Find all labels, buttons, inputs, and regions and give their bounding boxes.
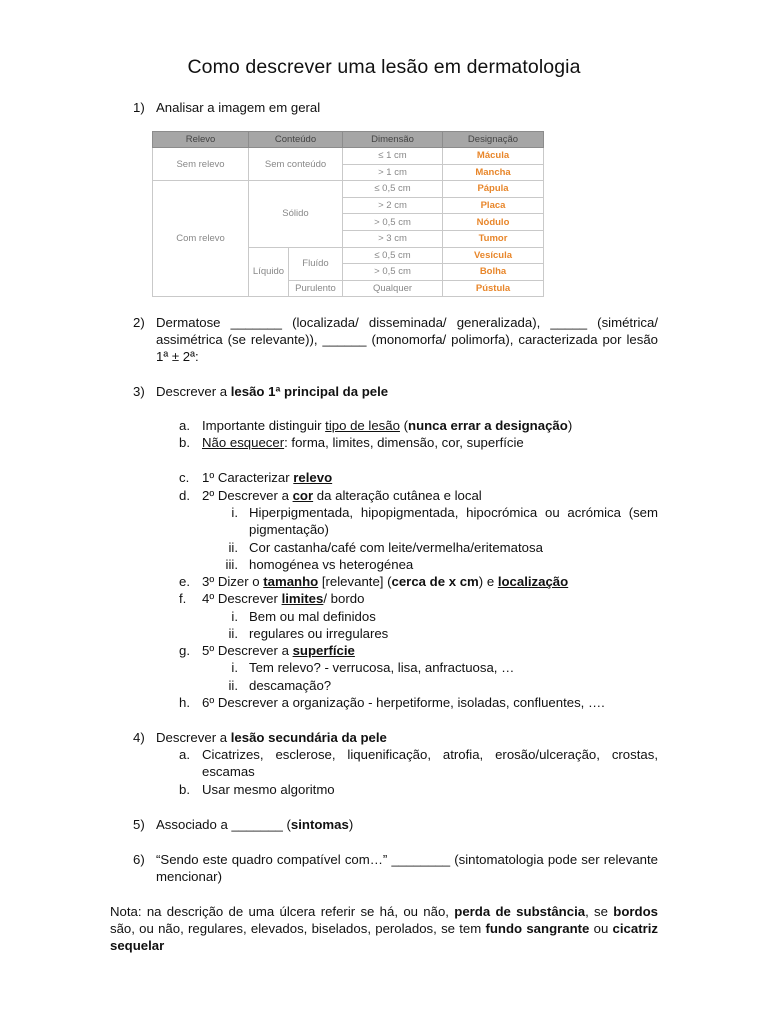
table-cell-designacao: Pústula <box>443 280 544 297</box>
footnote: Nota: na descrição de uma úlcera referir se há, ou não, perda de substância, se bordos são, ou não, regulares, elevados, biselados, perolados, se tem fundo sangrante ou cicatriz sequelar <box>110 904 658 953</box>
table-cell-dimensao: > 1 cm <box>343 164 443 181</box>
table-cell-designacao: Mancha <box>443 164 544 181</box>
table-cell-designacao: Vesícula <box>443 247 544 264</box>
subitem-number: ii. <box>228 678 238 693</box>
section-3-item-c: 1º Caracterizar relevo <box>202 470 333 485</box>
table-cell-dimensao: > 0,5 cm <box>343 264 443 281</box>
subitem-number: i. <box>231 505 238 520</box>
section-4-item-b: Usar mesmo algoritmo <box>202 782 335 797</box>
section-3-item-d: 2º Descrever a cor da alteração cutânea e local <box>202 488 482 503</box>
section-4-number: 4) <box>133 730 145 745</box>
table-header-row <box>153 132 544 148</box>
item-letter: e. <box>179 574 190 589</box>
table-cell-dimensao: > 0,5 cm <box>343 214 443 231</box>
table-header-cell: Designação <box>443 132 544 148</box>
section-3-item-f-ii: regulares ou irregulares <box>249 626 389 641</box>
subitem-number: ii. <box>228 626 238 641</box>
table-cell-designacao: Nódulo <box>443 214 544 231</box>
item-letter: a. <box>179 747 190 762</box>
subitem-number: ii. <box>228 540 238 555</box>
item-letter: d. <box>179 488 190 503</box>
table-cell-designacao: Mácula <box>443 148 544 165</box>
subitem-number: iii. <box>225 557 238 572</box>
page-title: Como descrever uma lesão em dermatologia <box>187 56 581 78</box>
section-3-item-f: 4º Descrever limites/ bordo <box>202 591 365 606</box>
section-3-heading: Descrever a lesão 1ª principal da pele <box>156 384 389 399</box>
table-cell-dimensao: Qualquer <box>343 280 443 297</box>
item-letter: a. <box>179 418 190 433</box>
section-3-item-d-iii: homogénea vs heterogénea <box>249 557 414 572</box>
lesion-classification-table <box>152 131 544 297</box>
section-5-text: Associado a _______ (sintomas) <box>156 817 354 832</box>
table-cell-dimensao: > 2 cm <box>343 197 443 214</box>
subitem-number: i. <box>231 609 238 624</box>
section-2-text: Dermatose _______ (localizada/ disseminada/ generalizada), _____ (simétrica/ assimétrica (se relevante)), ______ (monomorfa/ polimorfa), caracterizada por lesão 1ª ± 2ª: <box>156 315 658 364</box>
table-cell-designacao: Bolha <box>443 264 544 281</box>
table-header-cell: Conteúdo <box>249 132 343 148</box>
item-letter: c. <box>179 470 190 485</box>
section-1-number: 1) <box>133 100 145 115</box>
table-cell-designacao: Pápula <box>443 181 544 198</box>
item-letter: h. <box>179 695 190 710</box>
section-3-item-d-i: Hiperpigmentada, hipopigmentada, hipocrómica ou acrómica (sem pigmentação) <box>249 505 658 537</box>
subitem-number: i. <box>231 660 238 675</box>
table-cell-conteudo: Líquido <box>249 247 289 297</box>
table-cell-designacao: Placa <box>443 197 544 214</box>
section-3-item-h: 6º Descrever a organização - herpetiforme, isoladas, confluentes, …. <box>202 695 605 710</box>
section-1-text: Analisar a imagem em geral <box>156 100 321 115</box>
section-3-item-f-i: Bem ou mal definidos <box>249 609 376 624</box>
section-3-item-g-ii: descamação? <box>249 678 332 693</box>
section-3-item-g: 5º Descrever a superfície <box>202 643 355 658</box>
item-letter: f. <box>179 591 187 606</box>
section-4-item-a: Cicatrizes, esclerose, liquenificação, atrofia, erosão/ulceração, crostas, escamas <box>202 747 658 779</box>
table-cell-subconteudo: Purulento <box>289 280 343 297</box>
section-4-heading: Descrever a lesão secundária da pele <box>156 730 387 745</box>
table-cell-conteudo: Sólido <box>249 181 343 247</box>
table-cell-subconteudo: Fluído <box>289 247 343 280</box>
section-2-number: 2) <box>133 315 145 330</box>
section-3-number: 3) <box>133 384 145 399</box>
section-6-number: 6) <box>133 852 145 867</box>
table-row <box>153 148 544 165</box>
section-5-number: 5) <box>133 817 145 832</box>
table-cell-dimensao: ≤ 0,5 cm <box>343 247 443 264</box>
table-row <box>153 181 544 198</box>
section-3-item-d-ii: Cor castanha/café com leite/vermelha/eritematosa <box>249 540 543 555</box>
table-cell-dimensao: > 3 cm <box>343 230 443 247</box>
table-header-cell: Relevo <box>153 132 249 148</box>
item-letter: b. <box>179 782 190 797</box>
section-3-item-a: Importante distinguir tipo de lesão (nunca errar a designação) <box>202 418 573 433</box>
item-letter: g. <box>179 643 190 658</box>
table-cell-dimensao: ≤ 0,5 cm <box>343 181 443 198</box>
section-6-text: “Sendo este quadro compatível com…” ________ (sintomatologia pode ser relevante mencionar) <box>156 852 658 884</box>
item-letter: b. <box>179 435 190 450</box>
section-3-item-g-i: Tem relevo? - verrucosa, lisa, anfractuosa, … <box>249 660 515 675</box>
table-cell-conteudo: Sem conteúdo <box>249 148 343 181</box>
table-cell-dimensao: ≤ 1 cm <box>343 148 443 165</box>
table-header-cell: Dimensão <box>343 132 443 148</box>
table-cell-designacao: Tumor <box>443 230 544 247</box>
table-cell-relevo: Com relevo <box>153 181 249 297</box>
section-3-item-e: 3º Dizer o tamanho [relevante] (cerca de x cm) e localização <box>202 574 569 589</box>
table-cell-relevo: Sem relevo <box>153 148 249 181</box>
section-3-item-b: Não esquecer: forma, limites, dimensão, cor, superfície <box>202 435 524 450</box>
